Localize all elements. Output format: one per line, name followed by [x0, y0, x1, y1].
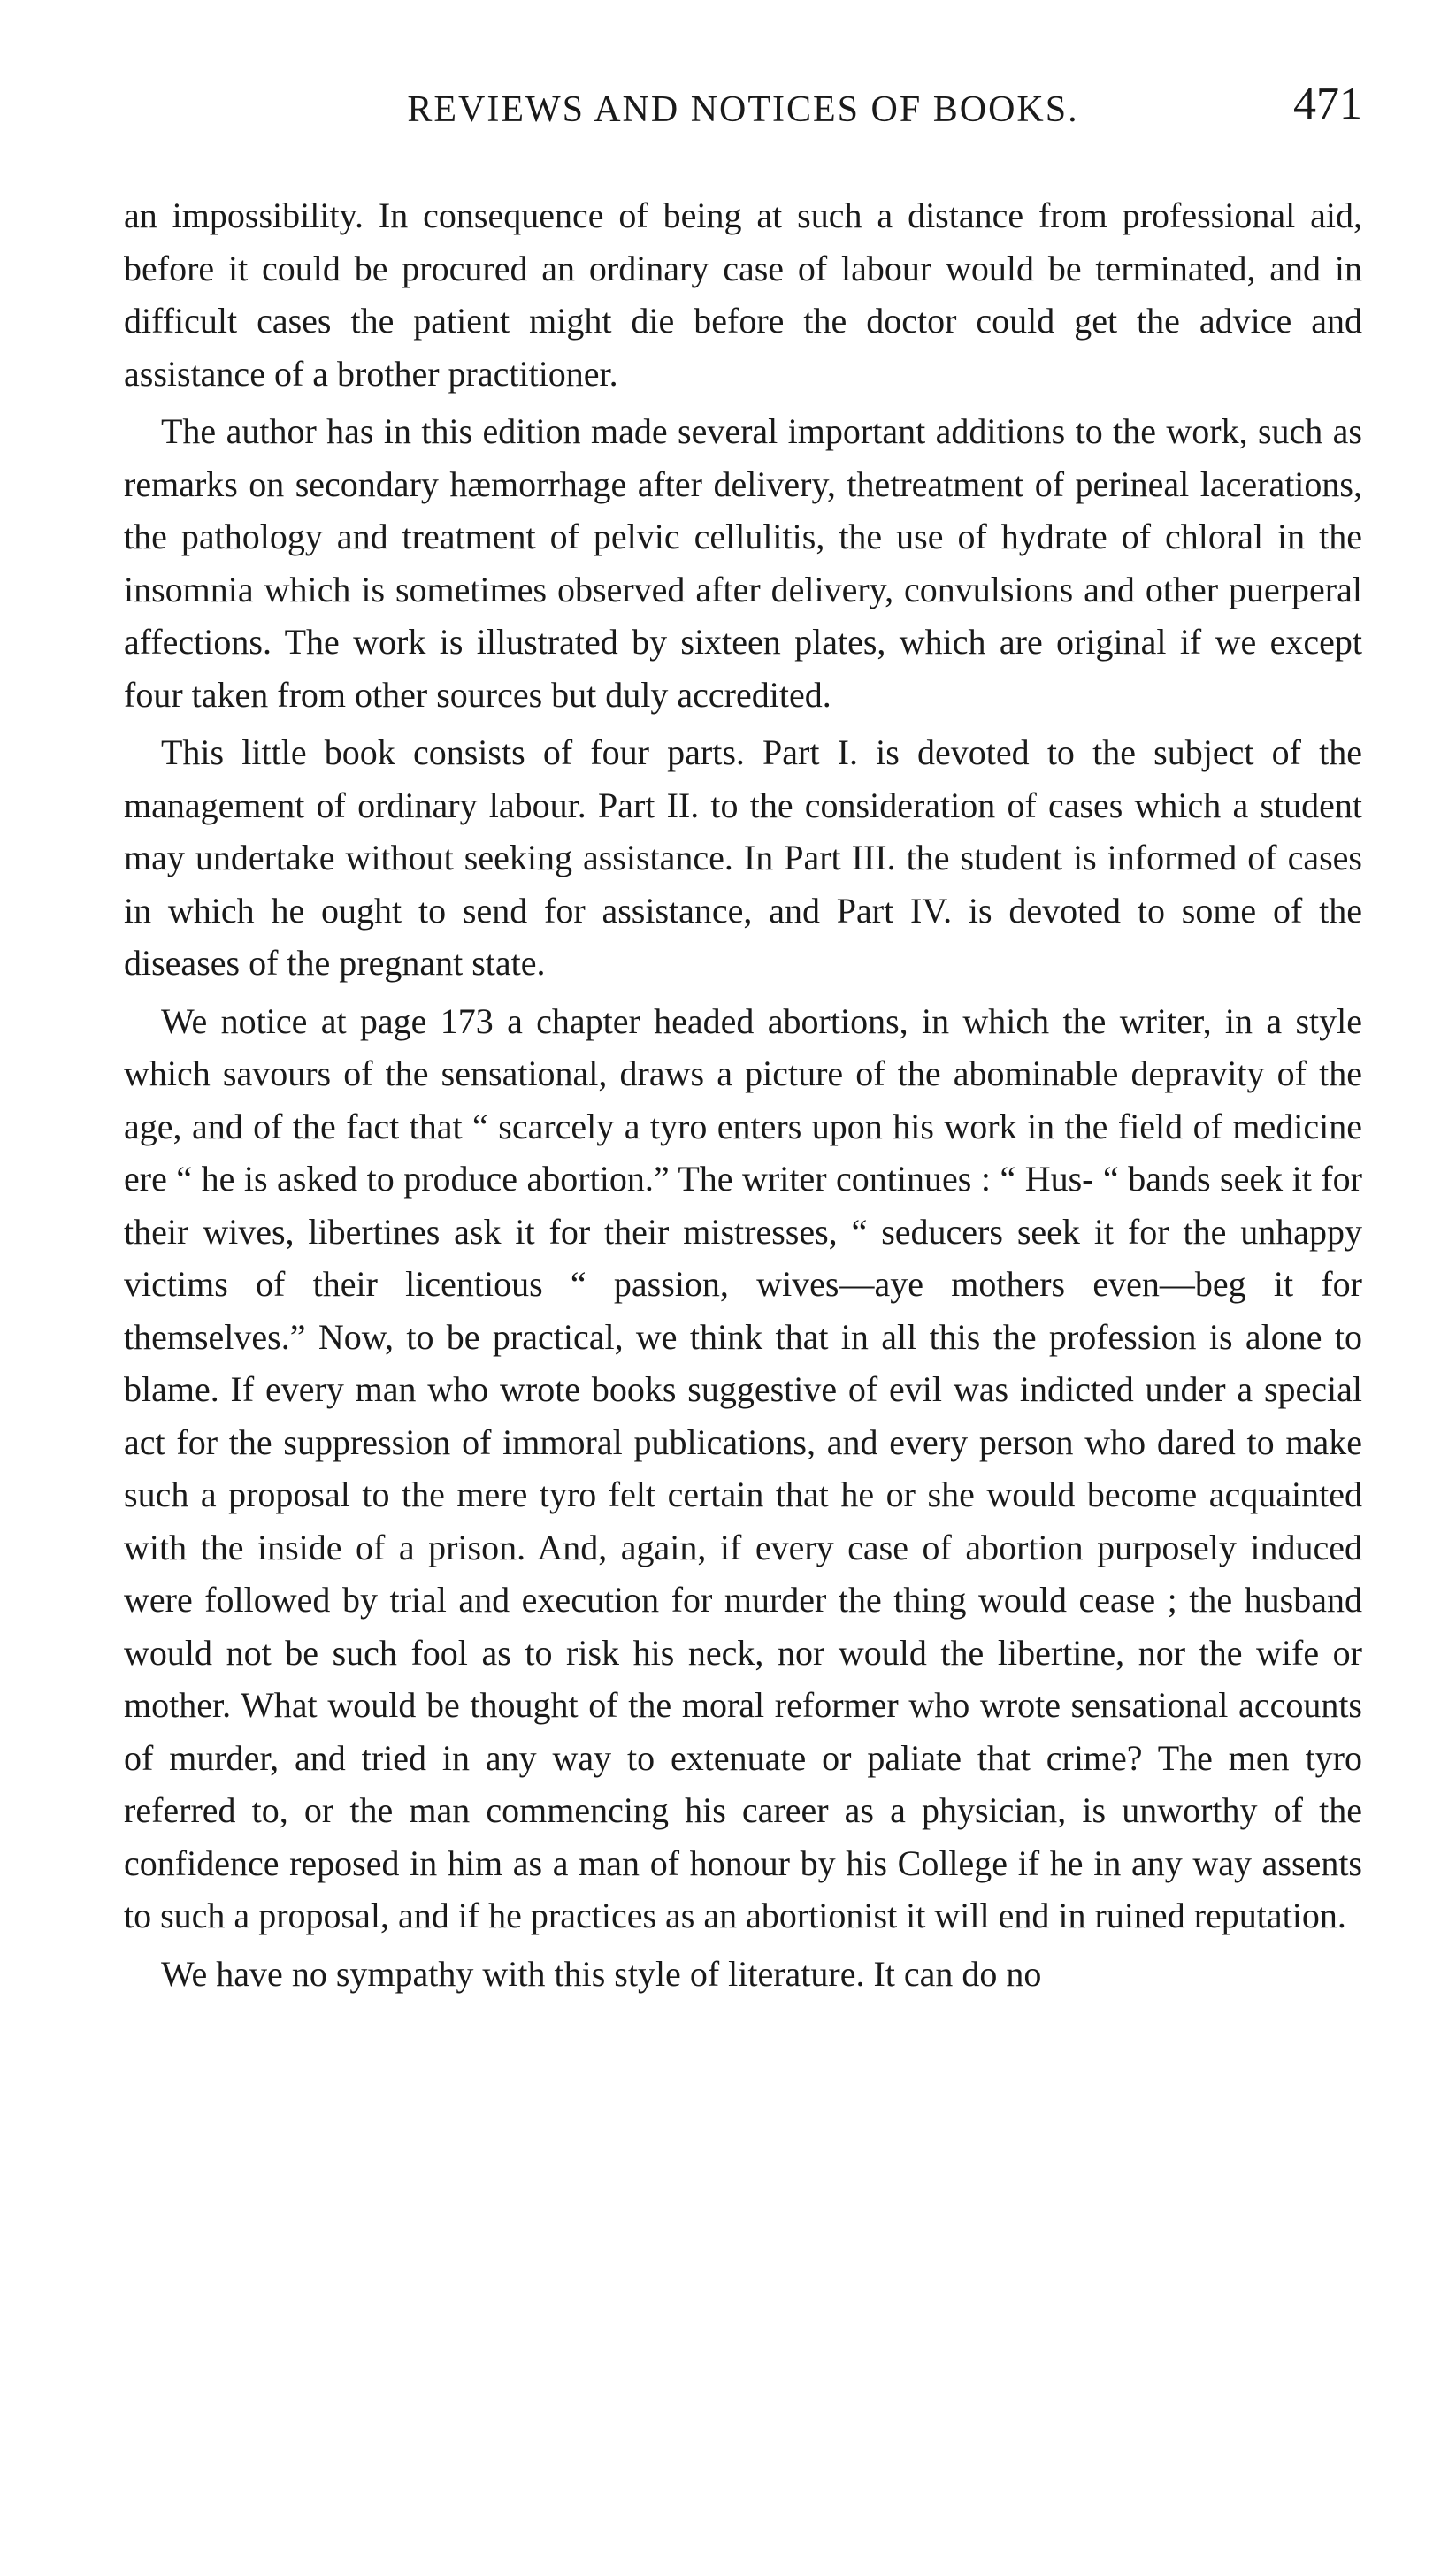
running-head: REVIEWS AND NOTICES OF BOOKS.: [407, 89, 1079, 130]
page-number: 471: [1293, 79, 1362, 129]
paragraph-additions: The author has in this edition made several important additions to the work, such as remarks on secondary hæmorrhage after delivery, thetreatment of perineal lacerations, the pathology and treatment of pelvic cellulitis, the use of hydrate of chloral in the insomnia which is sometimes observed after delivery, convulsions and other puerperal affections. The work is illustrated by sixteen plates, which are original if we except four taken from other sources but duly accredited.: [124, 411, 1362, 715]
paragraph-parts: This little book consists of four parts. Part I. is devoted to the subject of the management of ordinary labour. Part II. to the consideration of cases which a student may undertake without seeking assistance. In Part III. the student is informed of cases in which he ought to send for assistance, and Part IV. is devoted to some of the diseases of the pregnant state.: [124, 732, 1362, 983]
page-header: [124, 78, 1362, 140]
book-page: [124, 78, 1362, 2005]
paragraph-continued: an impossibility. In consequence of being at such a distance from professional aid, before it could be procured an ordinary case of labour would be terminated, and in difficult cases the patient might die before the doctor could get the advice and assistance of a brother practitioner.: [124, 195, 1362, 394]
body-text: [124, 189, 1362, 2000]
paragraph-closing: We have no sympathy with this style of literature. It can do no: [161, 1953, 1042, 1994]
paragraph-abortions: We notice at page 173 a chapter headed abortions, in which the writer, in a style which savours of the sensational, draws a picture of the abominable depravity of the age, and of the fact that “ scarcely a tyro enters upon his work in the field of medicine ere “ he is asked to produce abortion.” The writer continues : “ Hus- “ bands seek it for their wives, libertines ask it for their mistresses, “ seducers seek it for the unhappy victims of their licentious “ passion, wives—aye mothers even—beg it for themselves.” Now, to be practical, we think that in all this the profession is alone to blame. If every man who wrote books suggestive of evil was indicted under a special act for the suppression of immoral publications, and every person who dared to make such a proposal to the mere tyro felt certain that he or she would become acquainted with the inside of a prison. And, again, if every case of abortion purposely induced were followed by trial and execution for murder the thing would cease ; the husband would not be such fool as to risk his neck, nor would the libertine, nor the wife or mother. What would be thought of the moral reformer who wrote sensational accounts of murder, and tried in any way to extenuate or paliate that crime? The men tyro referred to, or the man commencing his career as a physician, is unworthy of the confidence reposed in him as a man of honour by his College if he in any way assents to such a proposal, and if he practices as an abortionist it will end in ruined reputation.: [124, 1000, 1362, 1935]
